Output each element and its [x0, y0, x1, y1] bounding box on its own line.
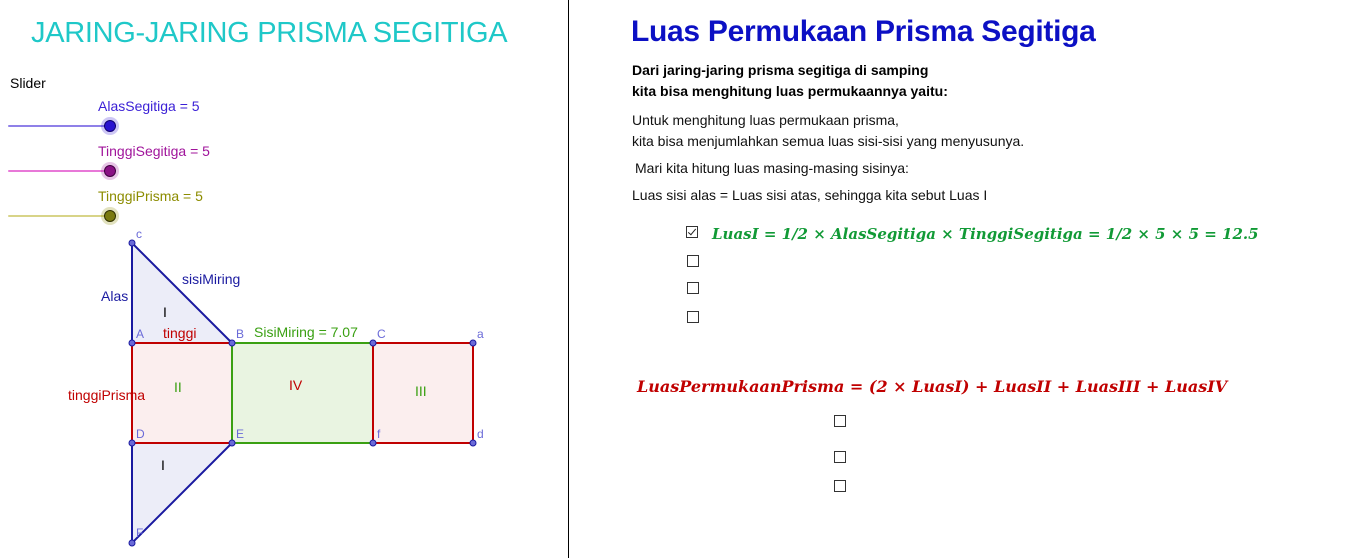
segment-label-sisi-miring: sisiMiring: [182, 271, 241, 287]
paragraph-2: Mari kita hitung luas masing-masing sisinya:: [635, 160, 909, 176]
point-d-upper[interactable]: [129, 440, 135, 446]
point-label-d-lower: d: [477, 427, 484, 441]
paragraph-1-line-1: Untuk menghitung luas permukaan prisma,: [632, 112, 899, 128]
checkbox-total-step-1[interactable]: [834, 415, 846, 427]
checkbox-luas-iii[interactable]: [687, 282, 699, 294]
segment-label-tinggi-prisma: tinggiPrisma: [68, 387, 146, 403]
segment-label-tinggi: tinggi: [163, 325, 197, 341]
right-panel-title: Luas Permukaan Prisma Segitiga: [631, 15, 1096, 48]
left-panel-title: JARING-JARING PRISMA SEGITIGA: [31, 17, 508, 49]
point-label-c-upper: C: [377, 327, 386, 341]
formula-luas-i: LuasI = 1/2 × AlasSegitiga × TinggiSegitiga = 1/2 × 5 × 5 = 12.5: [712, 225, 1259, 243]
checkbox-luas-iv[interactable]: [687, 311, 699, 323]
point-label-c: c: [136, 227, 142, 241]
paragraph-3: Luas sisi alas = Luas sisi atas, sehingga kita sebut Luas I: [632, 187, 988, 203]
point-label-a-lower: a: [477, 327, 484, 341]
point-a-upper[interactable]: [129, 340, 135, 346]
formula-luas-permukaan: LuasPermukaanPrisma = (2 × LuasI) + LuasII + LuasIII + LuasIV: [637, 377, 1228, 396]
point-e[interactable]: [229, 440, 235, 446]
slider-tinggi-segitiga-label: TinggiSegitiga = 5: [98, 143, 210, 159]
face-label-iii: III: [415, 383, 427, 399]
paragraph-1-line-2: kita bisa menjumlahkan semua luas sisi-sisi yang menyusunya.: [632, 133, 1025, 149]
point-label-b: B: [236, 327, 245, 341]
face-rect-iv: [232, 343, 373, 443]
point-label-a-upper: A: [136, 327, 145, 341]
checkbox-luas-ii[interactable]: [687, 255, 699, 267]
face-label-bottom-triangle: I: [161, 457, 165, 473]
slider-heading: Slider: [10, 75, 46, 91]
face-label-ii: II: [174, 379, 182, 395]
intro-line-2: kita bisa menghitung luas permukaannya yaitu:: [632, 83, 948, 99]
face-rect-ii: [132, 343, 232, 443]
checkbox-total-step-2[interactable]: [834, 451, 846, 463]
point-d-lower[interactable]: [470, 440, 476, 446]
slider-tinggi-prisma-label: TinggiPrisma = 5: [98, 188, 203, 204]
checkbox-luas-i[interactable]: [686, 226, 698, 238]
point-a-lower[interactable]: [470, 340, 476, 346]
intro-line-1: Dari jaring-jaring prisma segitiga di samping: [632, 62, 929, 78]
point-label-f: f: [377, 427, 381, 441]
slider-alas-segitiga-label: AlasSegitiga = 5: [98, 98, 200, 114]
point-b[interactable]: [229, 340, 235, 346]
segment-label-alas: Alas: [101, 288, 129, 304]
point-f[interactable]: [370, 440, 376, 446]
segment-label-sisi-miring-value: SisiMiring = 7.07: [254, 324, 358, 340]
checkbox-total-step-3[interactable]: [834, 480, 846, 492]
prism-net-drawing: [0, 0, 568, 558]
point-label-d-upper: D: [136, 427, 145, 441]
point-label-f-upper: F: [136, 526, 144, 540]
face-triangle-bottom: [132, 443, 232, 543]
face-label-top-triangle: I: [163, 304, 167, 320]
point-f-upper[interactable]: [129, 540, 135, 546]
point-label-e: E: [236, 427, 245, 441]
point-c-upper[interactable]: [370, 340, 376, 346]
point-c[interactable]: [129, 240, 135, 246]
face-label-iv: IV: [289, 377, 303, 393]
panel-divider: [568, 0, 569, 558]
